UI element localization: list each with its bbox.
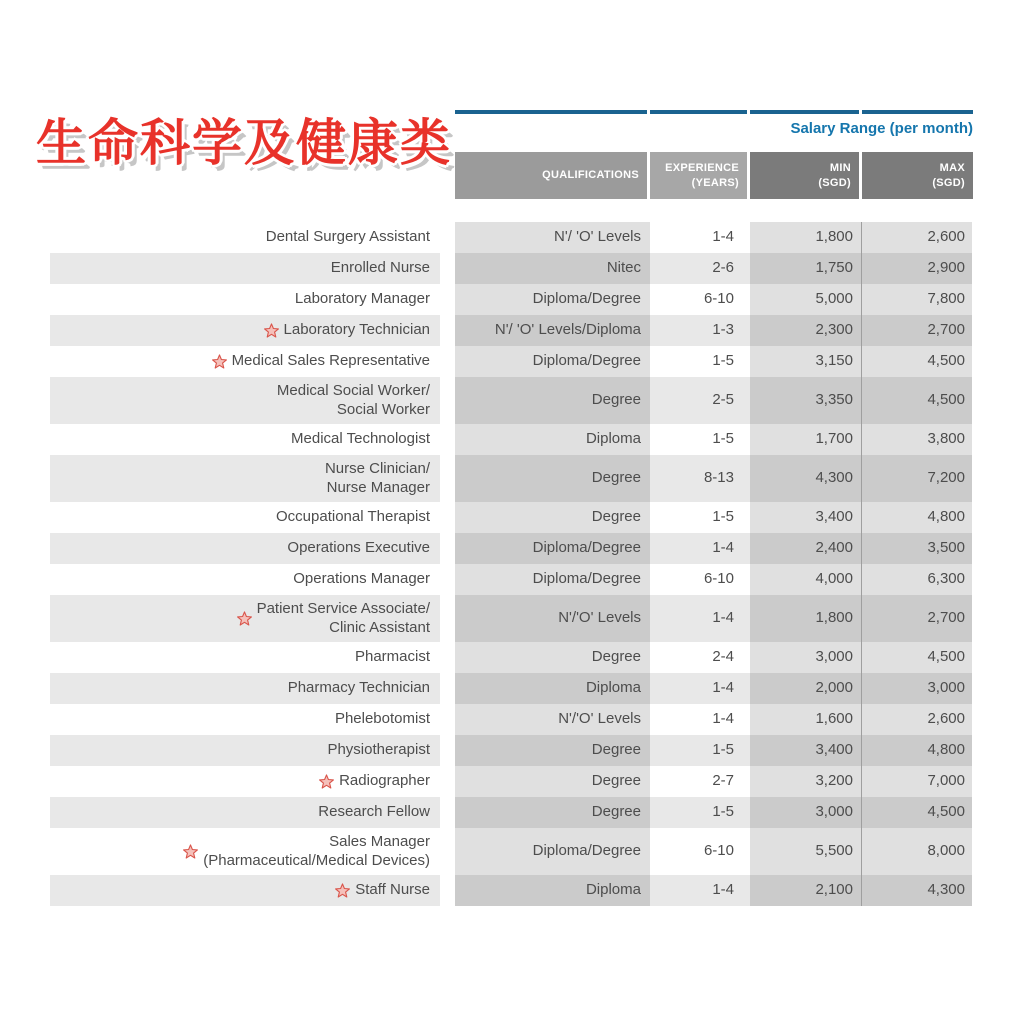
qualification-cell: Diploma	[455, 875, 650, 906]
min-salary-cell: 3,400	[750, 735, 862, 766]
column-gap	[440, 315, 455, 346]
job-title-cell	[50, 875, 440, 906]
column-header-label: (SGD)	[932, 176, 965, 189]
experience-cell: 1-5	[650, 735, 750, 766]
table-row	[50, 642, 973, 673]
job-title: Pharmacy Technician	[287, 679, 430, 697]
job-title-cell	[50, 377, 440, 424]
star-icon	[237, 611, 252, 626]
max-salary-cell: 4,800	[862, 502, 972, 533]
max-salary-cell: 6,300	[862, 564, 972, 595]
job-title-cell	[50, 704, 440, 735]
qualification-cell: Diploma/Degree	[455, 284, 650, 315]
column-header-label: MIN	[829, 161, 851, 174]
min-salary-cell: 1,700	[750, 424, 862, 455]
salary-range-label: Salary Range (per month)	[790, 120, 973, 137]
table-row	[50, 222, 973, 253]
job-title: Staff Nurse	[355, 881, 430, 899]
min-salary-cell: 1,600	[750, 704, 862, 735]
job-title: Nurse Clinician/ Nurse Manager	[324, 459, 430, 496]
job-title: Pharmacist	[354, 648, 430, 666]
qualification-cell: Diploma/Degree	[455, 533, 650, 564]
column-header-min-salary	[750, 152, 859, 199]
max-salary-cell: 2,700	[862, 315, 972, 346]
qualification-cell: Degree	[455, 766, 650, 797]
job-title: Patient Service Associate/ Clinic Assistant	[256, 599, 430, 636]
min-salary-cell: 4,300	[750, 455, 862, 502]
experience-cell: 1-5	[712, 508, 734, 526]
min-salary-cell: 3,350	[750, 377, 862, 424]
qualification-cell: Degree	[455, 797, 650, 828]
max-salary-cell: 2,900	[862, 253, 972, 284]
job-title: Radiographer	[339, 772, 430, 790]
star-icon	[264, 323, 279, 338]
table-row	[50, 346, 973, 377]
table-row	[50, 315, 973, 346]
experience-cell: 1-5	[650, 797, 750, 828]
column-gap	[440, 673, 455, 704]
experience-cell: 6-10	[703, 290, 734, 308]
experience-cell: 1-4	[650, 673, 750, 704]
max-salary-cell: 4,500	[862, 377, 972, 424]
min-salary-cell: 3,000	[750, 797, 862, 828]
job-title: Dental Surgery Assistant	[265, 228, 430, 246]
min-salary-cell: 3,150	[750, 346, 862, 377]
column-gap	[440, 766, 455, 797]
column-gap	[440, 533, 455, 564]
experience-cell: 1-4	[712, 710, 734, 728]
column-header-label: QUALIFICATIONS	[542, 169, 639, 182]
min-salary-cell: 2,100	[750, 875, 862, 906]
job-title-cell	[50, 735, 440, 766]
top-bar-segment	[750, 110, 859, 114]
max-salary-cell: 7,200	[862, 455, 972, 502]
table-row	[50, 377, 973, 424]
job-title: Occupational Therapist	[276, 508, 430, 526]
salary-table-body	[50, 222, 973, 906]
column-gap	[440, 595, 455, 642]
experience-cell: 2-5	[650, 377, 750, 424]
qualification-cell: Degree	[455, 735, 650, 766]
job-title-cell	[50, 533, 440, 564]
top-bar-segment	[862, 110, 973, 114]
min-salary-cell: 3,200	[750, 766, 862, 797]
min-salary-cell: 3,000	[750, 642, 862, 673]
job-title-cell	[50, 766, 440, 797]
column-gap	[440, 502, 455, 533]
job-title: Phelebotomist	[334, 710, 430, 728]
qualification-cell: N'/ 'O' Levels/Diploma	[455, 315, 650, 346]
column-gap	[440, 704, 455, 735]
star-icon	[212, 354, 227, 369]
table-row	[50, 797, 973, 828]
table-row	[50, 284, 973, 315]
column-gap	[440, 828, 455, 875]
job-title-cell	[50, 315, 440, 346]
min-salary-cell: 2,000	[750, 673, 862, 704]
qualification-cell: Diploma/Degree	[455, 828, 650, 875]
page-title: 生命科学及健康类	[36, 114, 452, 172]
column-header-label: (SGD)	[818, 176, 851, 189]
min-salary-cell: 5,500	[750, 828, 862, 875]
column-gap	[440, 735, 455, 766]
max-salary-cell: 4,500	[862, 346, 972, 377]
column-gap	[440, 377, 455, 424]
table-row	[50, 564, 973, 595]
job-title: Medical Technologist	[291, 430, 430, 448]
job-title-cell	[50, 253, 440, 284]
column-gap	[440, 564, 455, 595]
table-row	[50, 424, 973, 455]
job-title: Research Fellow	[318, 803, 430, 821]
top-bar-segment	[650, 110, 747, 114]
job-title-cell	[50, 502, 440, 533]
max-salary-cell: 2,700	[862, 595, 972, 642]
qualification-cell: Nitec	[455, 253, 650, 284]
experience-cell: 1-4	[650, 875, 750, 906]
experience-cell: 6-10	[703, 842, 734, 860]
table-row	[50, 828, 973, 875]
job-title: Laboratory Technician	[283, 321, 430, 339]
star-icon	[319, 774, 334, 789]
experience-cell: 8-13	[650, 455, 750, 502]
experience-cell: 2-6	[650, 253, 750, 284]
job-title: Medical Social Worker/ Social Worker	[276, 381, 430, 418]
max-salary-cell: 3,000	[862, 673, 972, 704]
qualification-cell: Degree	[455, 377, 650, 424]
qualification-cell: Diploma/Degree	[455, 564, 650, 595]
qualification-cell: Degree	[455, 502, 650, 533]
job-title: Laboratory Manager	[294, 290, 430, 308]
max-salary-cell: 3,500	[862, 533, 972, 564]
table-row	[50, 595, 973, 642]
job-title-cell	[50, 595, 440, 642]
column-header-max-salary	[862, 152, 973, 199]
job-title: Operations Executive	[287, 539, 430, 557]
job-title-cell	[50, 797, 440, 828]
job-title-cell	[50, 455, 440, 502]
job-title-cell	[50, 284, 440, 315]
experience-cell: 1-4	[712, 228, 734, 246]
experience-cell: 1-5	[712, 430, 734, 448]
max-salary-cell: 3,800	[862, 424, 972, 455]
table-row	[50, 766, 973, 797]
min-salary-cell: 3,400	[750, 502, 862, 533]
max-salary-cell: 4,500	[862, 642, 972, 673]
table-row	[50, 875, 973, 906]
job-title: Sales Manager (Pharmaceutical/Medical Devices)	[203, 832, 430, 869]
job-title-cell	[50, 222, 440, 253]
column-header-label: MAX	[939, 161, 965, 174]
column-gap	[440, 346, 455, 377]
column-gap	[440, 424, 455, 455]
experience-cell: 1-4	[650, 595, 750, 642]
job-title: Enrolled Nurse	[330, 259, 430, 277]
experience-cell: 2-4	[712, 648, 734, 666]
job-title: Physiotherapist	[327, 741, 430, 759]
max-salary-cell: 7,000	[862, 766, 972, 797]
column-header-label: EXPERIENCE	[665, 161, 739, 174]
qualification-cell: Degree	[455, 642, 650, 673]
job-title-cell	[50, 346, 440, 377]
min-salary-cell: 5,000	[750, 284, 862, 315]
column-gap	[440, 455, 455, 502]
experience-cell: 2-7	[712, 772, 734, 790]
qualification-cell: N'/'O' Levels	[455, 704, 650, 735]
qualification-cell: Diploma/Degree	[455, 346, 650, 377]
qualification-cell: Degree	[455, 455, 650, 502]
min-salary-cell: 1,750	[750, 253, 862, 284]
max-salary-cell: 4,300	[862, 875, 972, 906]
table-row	[50, 673, 973, 704]
experience-cell: 6-10	[703, 570, 734, 588]
star-icon	[335, 883, 350, 898]
job-title-cell	[50, 642, 440, 673]
job-title: Operations Manager	[293, 570, 430, 588]
column-header-label: (YEARS)	[691, 176, 739, 189]
column-gap	[440, 222, 455, 253]
job-title: Medical Sales Representative	[231, 352, 430, 370]
job-title-cell	[50, 673, 440, 704]
experience-cell: 1-4	[650, 533, 750, 564]
max-salary-cell: 8,000	[862, 828, 972, 875]
table-row	[50, 704, 973, 735]
column-gap	[440, 797, 455, 828]
qualification-cell: Diploma	[455, 424, 650, 455]
min-salary-cell: 4,000	[750, 564, 862, 595]
qualification-cell: N'/'O' Levels	[455, 595, 650, 642]
column-gap	[440, 875, 455, 906]
max-salary-cell: 4,800	[862, 735, 972, 766]
job-title-cell	[50, 828, 440, 875]
qualification-cell: N'/ 'O' Levels	[455, 222, 650, 253]
table-row	[50, 533, 973, 564]
max-salary-cell: 2,600	[862, 704, 972, 735]
min-salary-cell: 1,800	[750, 222, 862, 253]
max-salary-cell: 2,600	[862, 222, 972, 253]
column-header-experience	[650, 152, 747, 199]
experience-cell: 1-5	[712, 352, 734, 370]
experience-cell: 1-3	[650, 315, 750, 346]
table-row	[50, 455, 973, 502]
column-header-qualifications	[455, 152, 647, 199]
min-salary-cell: 2,300	[750, 315, 862, 346]
qualification-cell: Diploma	[455, 673, 650, 704]
column-gap	[440, 642, 455, 673]
max-salary-cell: 4,500	[862, 797, 972, 828]
min-salary-cell: 1,800	[750, 595, 862, 642]
table-row	[50, 253, 973, 284]
min-salary-cell: 2,400	[750, 533, 862, 564]
column-gap	[440, 284, 455, 315]
table-row	[50, 502, 973, 533]
max-salary-cell: 7,800	[862, 284, 972, 315]
top-bar-segment	[455, 110, 647, 114]
column-gap	[440, 253, 455, 284]
star-icon	[183, 844, 198, 859]
job-title-cell	[50, 424, 440, 455]
table-row	[50, 735, 973, 766]
job-title-cell	[50, 564, 440, 595]
